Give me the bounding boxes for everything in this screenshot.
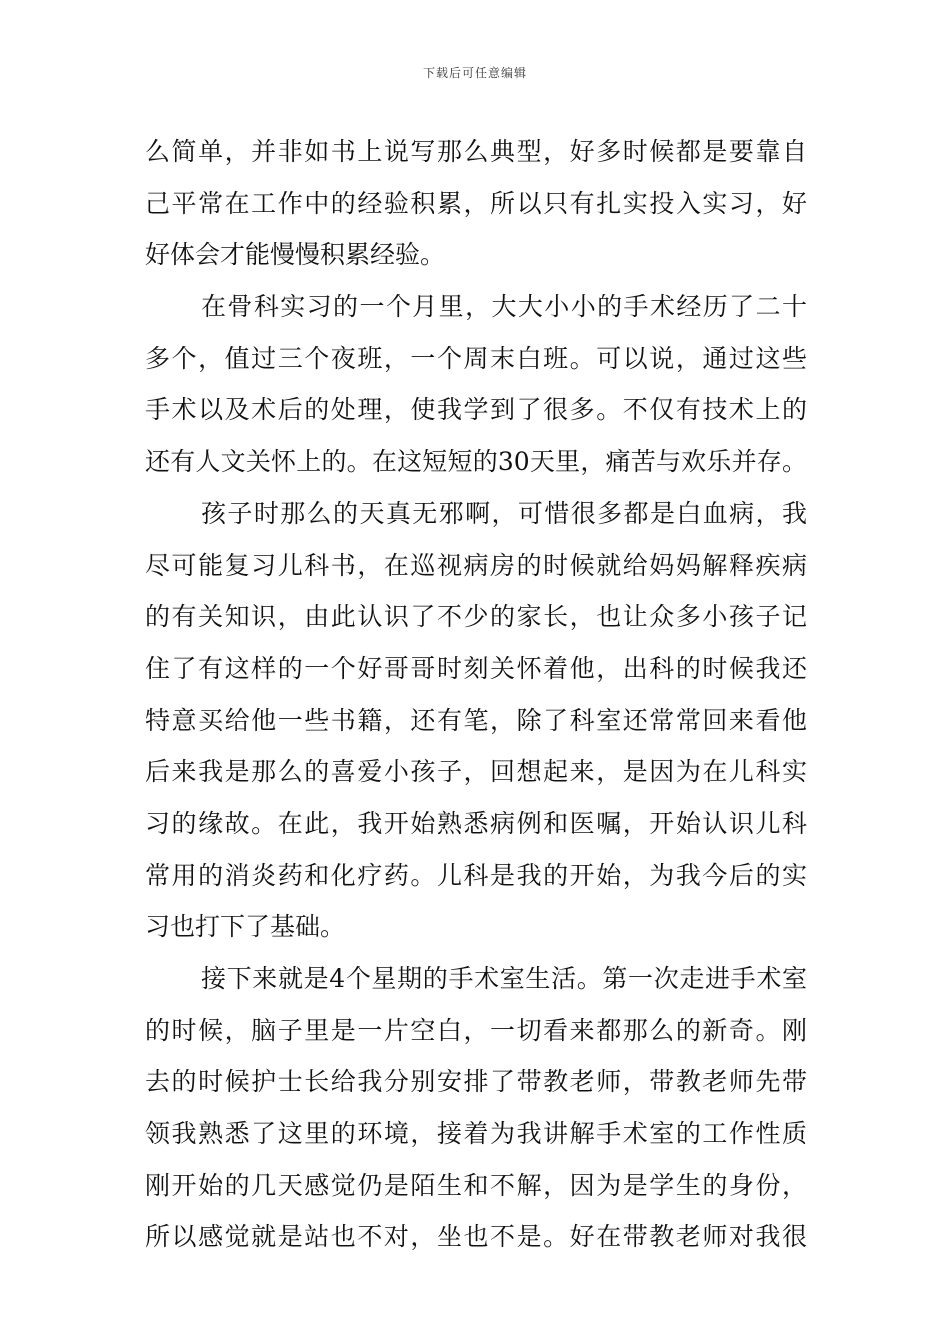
text-line: 所以感觉就是站也不对，坐也不是。好在带教老师对我很: [145, 1222, 807, 1252]
text-line: 去的时候护士长给我分别安排了带教老师，带教老师先带: [145, 1067, 807, 1097]
text-line: 刚开始的几天感觉仍是陌生和不解，因为是学生的身份，: [145, 1170, 807, 1200]
text-line: 己平常在工作中的经验积累，所以只有扎实投入实习，好: [145, 188, 807, 218]
text-line: 么简单，并非如书上说写那么典型，好多时候都是要靠自: [145, 137, 807, 166]
paragraph-first-line: 在骨科实习的一个月里，大大小小的手术经历了二十: [201, 292, 807, 322]
text-line: 特意买给他一些书籍，还有笔，除了科室还常常回来看他: [145, 705, 807, 735]
document-body: [145, 126, 807, 1263]
text-line: 领我熟悉了这里的环境，接着为我讲解手术室的工作性质: [145, 1119, 807, 1149]
paragraph-first-line: 孩子时那么的天真无邪啊，可惜很多都是白血病，我: [201, 498, 807, 528]
text-line: 好体会才能慢慢积累经验。: [145, 240, 446, 270]
page-header-note: 下载后可任意编辑: [422, 66, 527, 80]
text-line: 手术以及术后的处理，使我学到了很多。不仅有技术上的: [145, 395, 807, 425]
text-line: 习的缘故。在此，我开始熟悉病例和医嘱，开始认识儿科: [145, 808, 807, 838]
text-line: 习也打下了基础。: [145, 912, 346, 942]
text-line: 住了有这样的一个好哥哥时刻关怀着他，出科的时候我还: [145, 653, 807, 683]
text-line: 常用的消炎药和化疗药。儿科是我的开始，为我今后的实: [145, 860, 807, 890]
text-line: 多个，值过三个夜班，一个周末白班。可以说，通过这些: [145, 343, 807, 373]
text-line: 的有关知识，由此认识了不少的家长，也让众多小孩子记: [145, 602, 807, 632]
text-line: 还有人文关怀上的。在这短短的30天里，痛苦与欢乐并存。: [145, 447, 807, 477]
text-line: 后来我是那么的喜爱小孩子，回想起来，是因为在儿科实: [145, 757, 807, 787]
paragraph-first-line: 接下来就是4个星期的手术室生活。第一次走进手术室: [201, 964, 807, 993]
text-line: 的时候，脑子里是一片空白，一切看来都那么的新奇。刚: [145, 1015, 807, 1045]
text-line: 尽可能复习儿科书，在巡视病房的时候就给妈妈解释疾病: [145, 550, 807, 580]
